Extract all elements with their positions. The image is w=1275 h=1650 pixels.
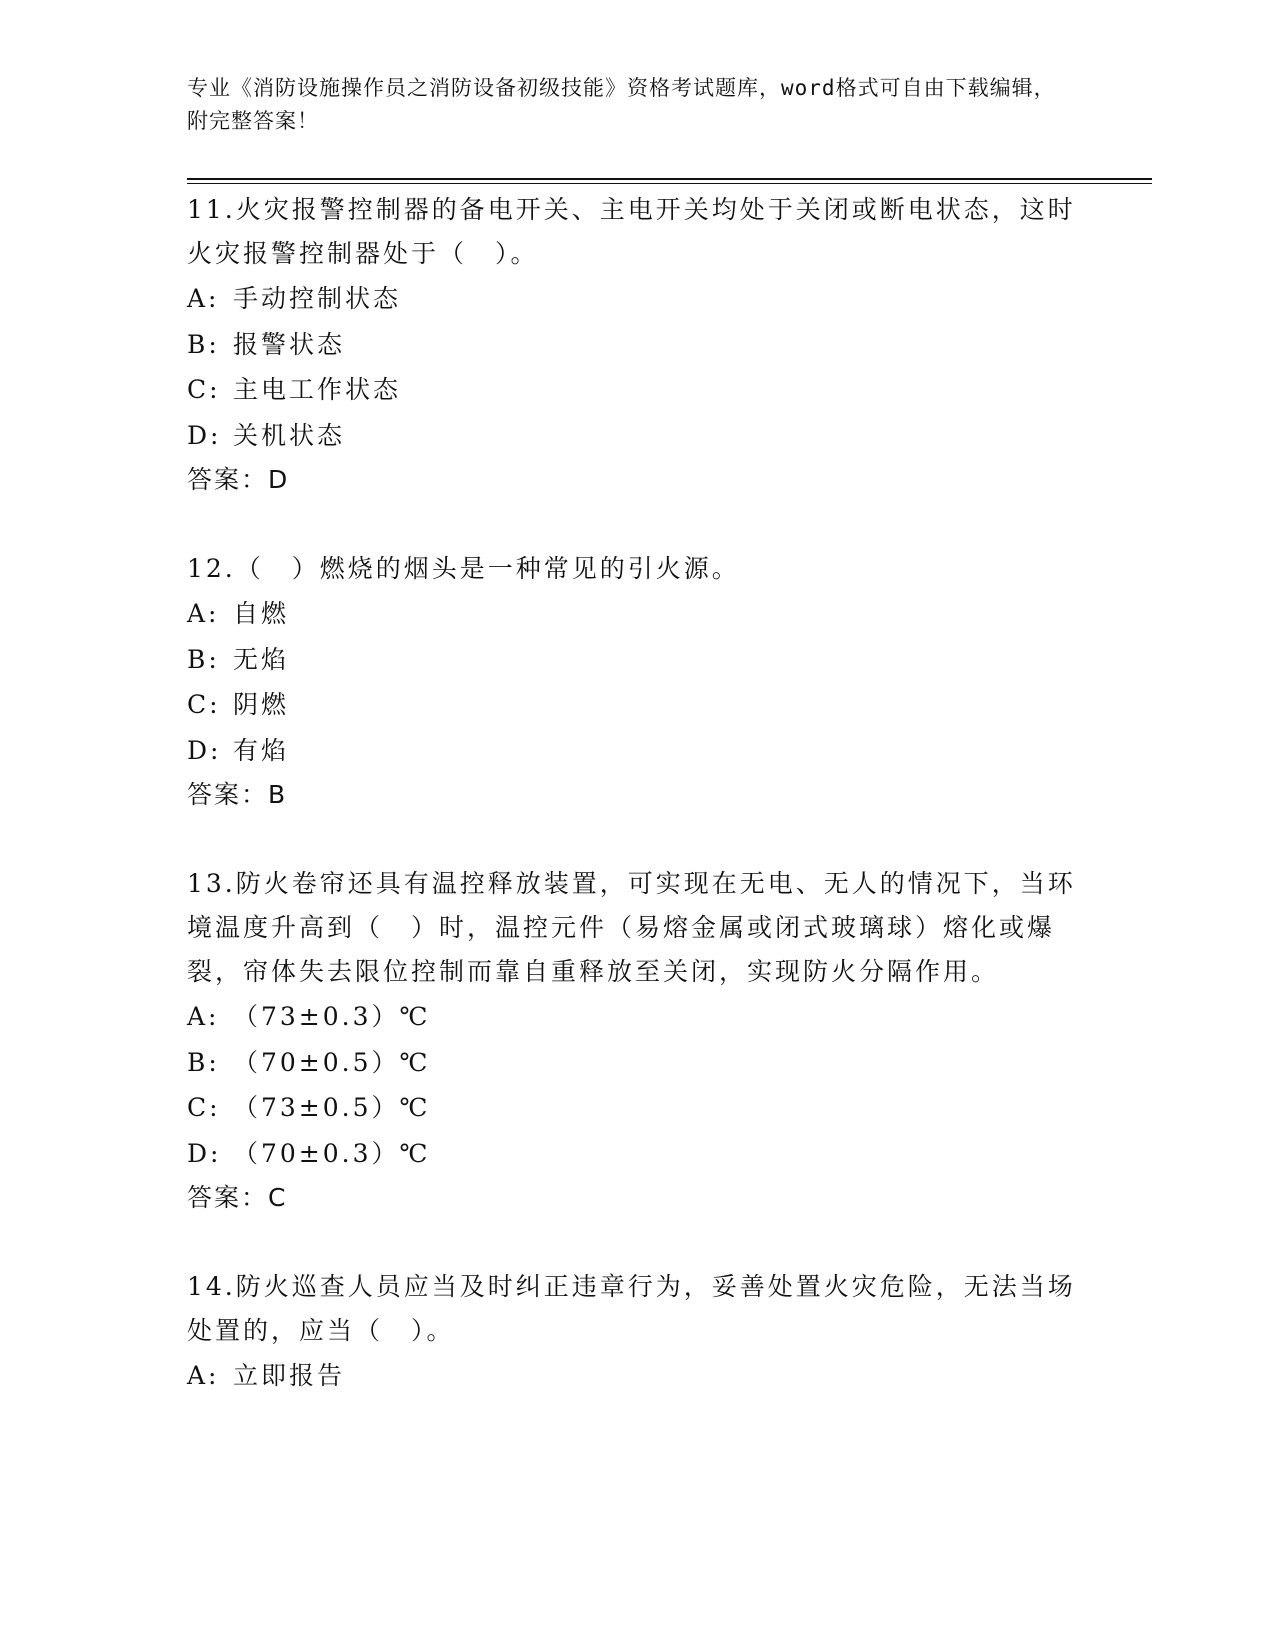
option-text: 有焰 <box>233 735 290 765</box>
option-key: A: <box>187 1361 220 1390</box>
option-text: 手动控制状态 <box>233 284 402 313</box>
option-b <box>187 322 1087 368</box>
option-list <box>187 994 1087 1176</box>
option-key: B: <box>187 329 220 359</box>
question-13 <box>187 862 1087 1220</box>
header-divider-thick <box>187 178 1152 180</box>
option-a <box>187 994 1087 1040</box>
option-a <box>187 276 1087 322</box>
option-c <box>187 1085 1087 1131</box>
document-header: 专业《消防设施操作员之消防设备初级技能》资格考试题库，word格式可自由下载编辑，附完整答案！ <box>187 76 1056 133</box>
option-text: 关机状态 <box>233 420 346 450</box>
answer-line: 答案：B <box>187 780 288 809</box>
question-spacer <box>187 502 1087 547</box>
option-b <box>187 1040 1087 1086</box>
option-text: 无焰 <box>233 644 290 674</box>
option-d <box>187 1131 1087 1177</box>
option-d <box>187 413 1087 459</box>
option-key: A: <box>187 599 220 628</box>
question-11 <box>187 188 1087 502</box>
question-spacer <box>187 817 1087 862</box>
option-text: 立即报告 <box>233 1361 346 1390</box>
option-key: C: <box>187 375 221 404</box>
question-14 <box>187 1265 1087 1399</box>
option-key: A: <box>187 1002 220 1031</box>
option-key: B: <box>187 1047 220 1077</box>
answer-line: 答案：C <box>187 1183 288 1212</box>
question-stem: 11.火灾报警控制器的备电开关、主电开关均处于关闭或断电状态，这时火灾报警控制器处于（ ）。 <box>187 195 1076 268</box>
option-b <box>187 637 1087 683</box>
option-text: （73±0.3）℃ <box>233 1002 431 1031</box>
option-c <box>187 367 1087 413</box>
option-key: C: <box>187 1093 221 1122</box>
option-text: （70±0.3）℃ <box>233 1138 431 1168</box>
option-key: B: <box>187 644 220 674</box>
question-list <box>187 188 1087 1399</box>
question-stem: 13.防火卷帘还具有温控释放装置，可实现在无电、无人的情况下，当环境温度升高到（ ）时，温控元件（易熔金属或闭式玻璃球）熔化或爆裂，帘体失去限位控制而靠自重释放至关闭，实现防火分隔作用。 <box>187 869 1076 986</box>
answer-line: 答案：D <box>187 465 290 494</box>
question-stem: 12.（ ）燃烧的烟头是一种常见的引火源。 <box>187 554 740 583</box>
option-text: 主电工作状态 <box>233 375 402 404</box>
option-text: （70±0.5）℃ <box>233 1047 431 1077</box>
option-key: D: <box>187 420 222 450</box>
option-list <box>187 276 1087 458</box>
option-key: A: <box>187 284 220 313</box>
option-text: 报警状态 <box>233 329 346 359</box>
option-key: C: <box>187 690 221 719</box>
option-list <box>187 1353 1087 1399</box>
option-list <box>187 591 1087 773</box>
option-text: （73±0.5）℃ <box>233 1093 431 1122</box>
option-key: D: <box>187 1138 222 1168</box>
option-text: 阴燃 <box>233 690 290 719</box>
question-12 <box>187 547 1087 817</box>
question-spacer <box>187 1220 1087 1265</box>
option-a <box>187 591 1087 637</box>
option-text: 自燃 <box>233 599 290 628</box>
question-stem: 14.防火巡查人员应当及时纠正违章行为，妥善处置火灾危险，无法当场处置的，应当（ ）。 <box>187 1272 1076 1345</box>
header-divider-thin <box>187 183 1152 184</box>
option-key: D: <box>187 735 222 765</box>
option-c <box>187 682 1087 728</box>
option-a <box>187 1353 1087 1399</box>
option-d <box>187 728 1087 774</box>
